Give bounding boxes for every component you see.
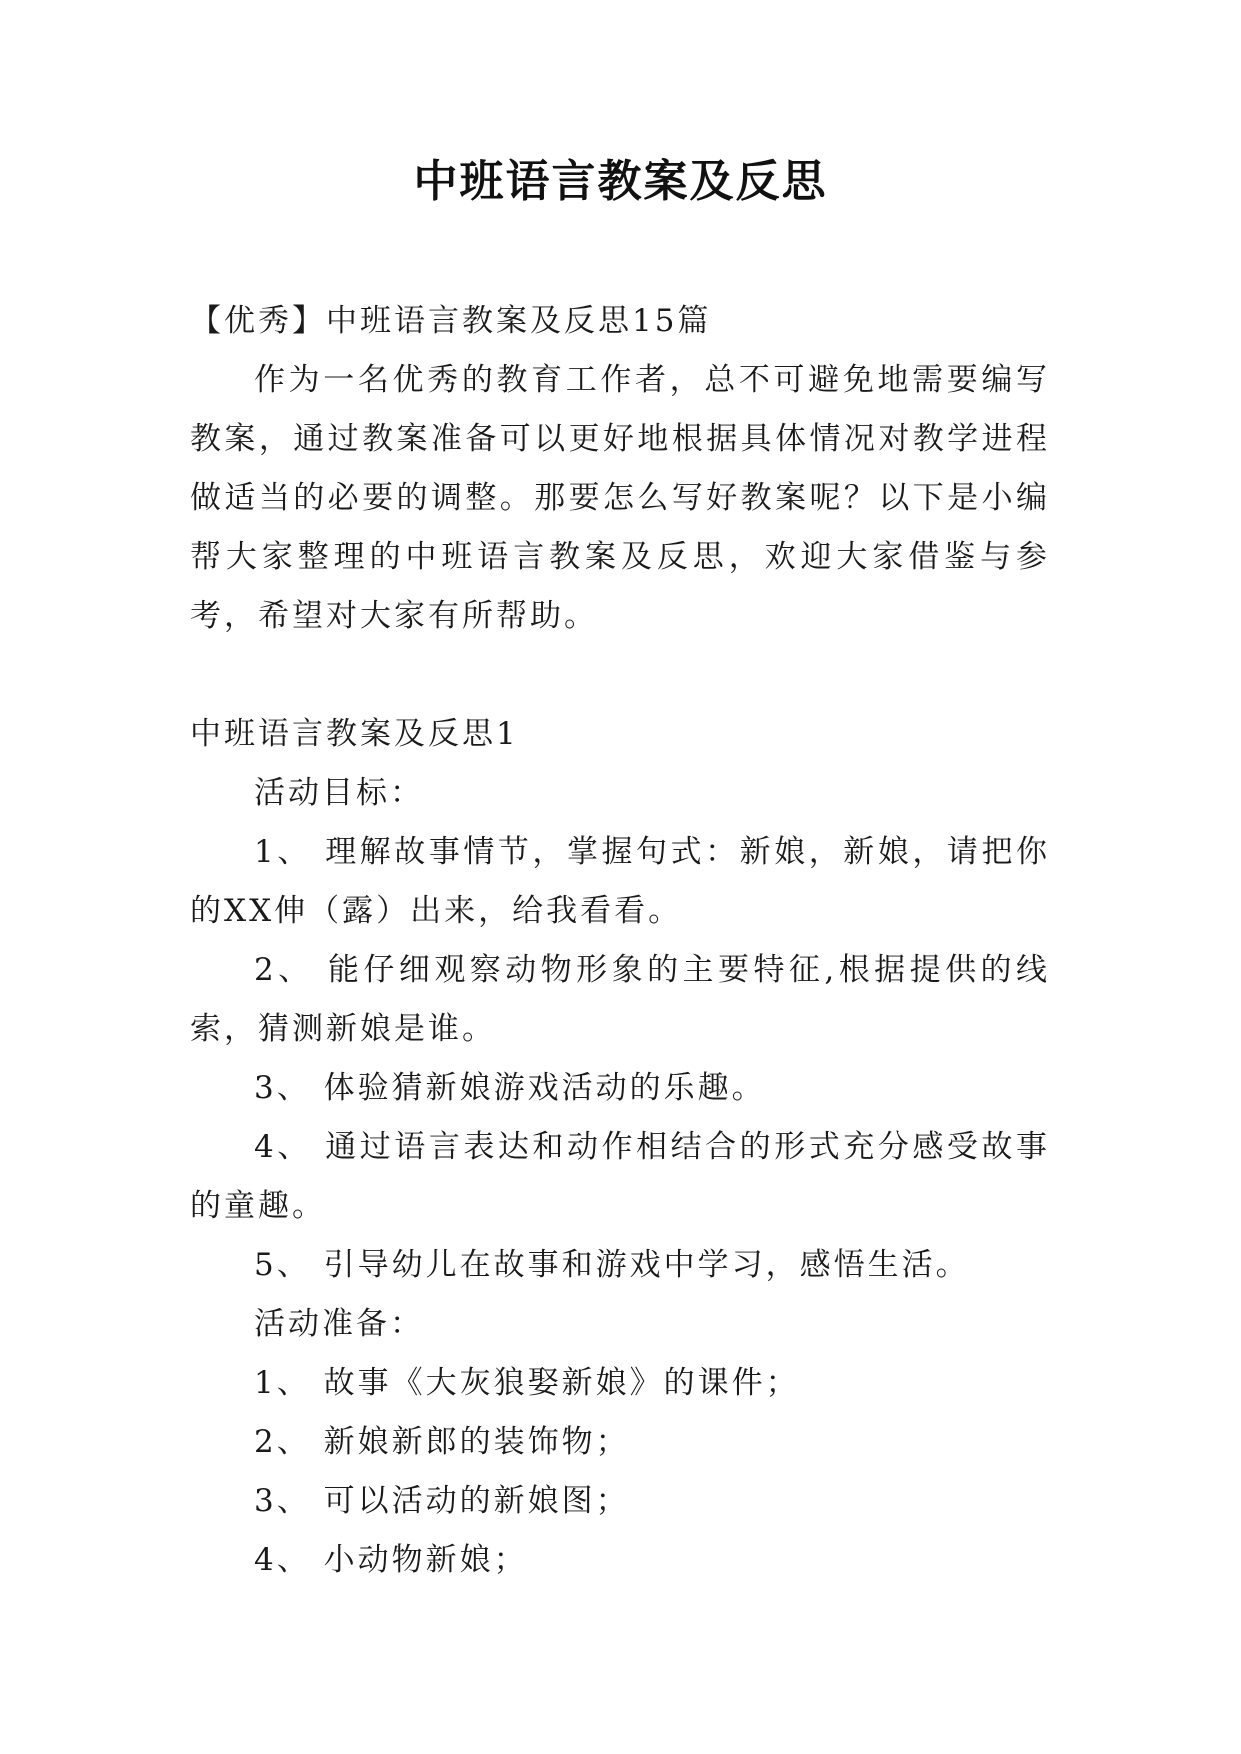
document-body xyxy=(190,292,1050,1590)
goal-item: 3、 体验猜新娘游戏活动的乐趣。 xyxy=(254,1070,766,1106)
goal-item: 2、 能仔细观察动物形象的主要特征,根据提供的线索，猜测新娘是谁。 xyxy=(190,952,1050,1047)
document-subtitle: 【优秀】中班语言教案及反思15篇 xyxy=(190,303,712,339)
goal-item: 1、 理解故事情节，掌握句式：新娘，新娘，请把你的XX伸（露）出来，给我看看。 xyxy=(190,834,1050,929)
prep-item: 3、 可以活动的新娘图； xyxy=(254,1483,630,1519)
page-title: 中班语言教案及反思 xyxy=(413,156,828,207)
goals-label: 活动目标： xyxy=(254,775,424,811)
prep-label: 活动准备： xyxy=(254,1306,424,1342)
section-heading: 中班语言教案及反思1 xyxy=(190,716,519,752)
goal-item: 5、 引导幼儿在故事和游戏中学习，感悟生活。 xyxy=(254,1247,970,1283)
intro-paragraph: 作为一名优秀的教育工作者，总不可避免地需要编写教案，通过教案准备可以更好地根据具体情况对教学进程做适当的必要的调整。那要怎么写好教案呢？以下是小编帮大家整理的中班语言教案及反思，欢迎大家借鉴与参考，希望对大家有所帮助。 xyxy=(190,362,1050,634)
prep-item: 1、 故事《大灰狼娶新娘》的课件； xyxy=(254,1365,800,1401)
prep-item: 2、 新娘新郎的装饰物； xyxy=(254,1424,630,1460)
goal-item: 4、 通过语言表达和动作相结合的形式充分感受故事的童趣。 xyxy=(190,1129,1050,1224)
prep-item: 4、 小动物新娘； xyxy=(254,1542,528,1578)
paragraph-spacer xyxy=(190,646,1050,705)
